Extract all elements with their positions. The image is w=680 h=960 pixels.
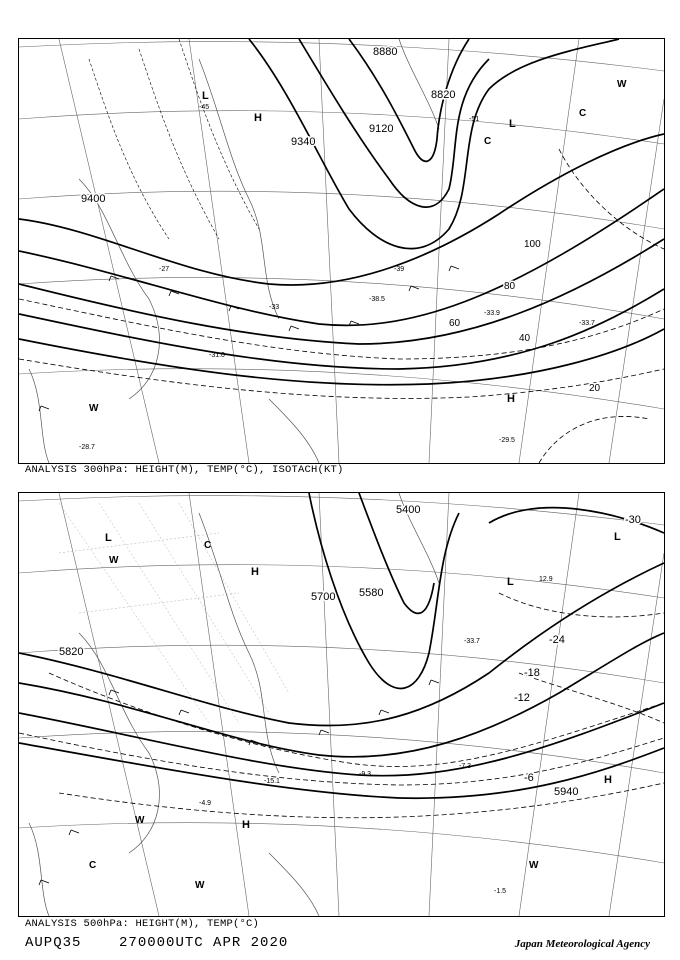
wind-barbs [39, 266, 459, 411]
height-label-5820: 5820 [59, 646, 84, 658]
agency-name: Japan Meteorological Agency [514, 938, 650, 950]
caption-300hpa: ANALYSIS 300hPa: HEIGHT(M), TEMP(°C), ISOTACH(KT) [25, 464, 344, 476]
height-labels [81, 46, 455, 205]
height-contours [19, 39, 664, 385]
valid-time: 270000UTC APR 2020 [119, 935, 289, 951]
temp-label: -45 [199, 104, 210, 111]
isotach-label-60: 60 [449, 318, 461, 329]
warm-center-marker: W [89, 403, 99, 414]
temp-label: 12.9 [539, 576, 553, 583]
isotach-label-100: 100 [524, 239, 541, 250]
isotach-labels [449, 239, 601, 394]
temp-label: -38.5 [369, 296, 385, 303]
product-header [25, 935, 288, 951]
product-code: AUPQ35 [25, 935, 82, 951]
temp-contour-label-24: -24 [549, 634, 565, 646]
height-label-5400: 5400 [396, 504, 421, 516]
height-label-5700: 5700 [311, 591, 336, 603]
cold-center-marker: C [579, 108, 587, 119]
map-500-canvas [19, 493, 664, 916]
height-label-9340: 9340 [291, 136, 316, 148]
temp-label: -33 [269, 304, 280, 311]
temp-contour-label-30: -30 [625, 514, 641, 526]
temp-label: -33.7 [464, 638, 480, 645]
temp-label: -28.7 [79, 444, 95, 451]
cold-center-marker: C [204, 540, 212, 551]
temp-label: -4.9 [199, 800, 212, 807]
temp-label: -39 [394, 266, 405, 273]
height-labels [59, 504, 578, 798]
low-center-marker: L [202, 90, 209, 102]
high-center-marker: H [254, 112, 262, 124]
cold-center-marker: C [89, 860, 97, 871]
temp-contour-label-18: -18 [524, 667, 540, 679]
isotach-label-80: 80 [504, 281, 516, 292]
temp-label: -7.3 [459, 763, 472, 770]
height-label-8820: 8820 [431, 89, 456, 101]
height-label-5580: 5580 [359, 587, 384, 599]
high-center-marker: H [242, 819, 250, 831]
height-label-8880: 8880 [373, 46, 398, 58]
analysis-500hpa-map [18, 492, 665, 917]
temp-label: -51 [469, 116, 480, 123]
temp-contour-label-12: -12 [514, 692, 530, 704]
temp-label: -27 [159, 266, 170, 273]
temp-label: -33.9 [484, 310, 500, 317]
height-label-5940: 5940 [554, 786, 579, 798]
map-300-canvas [19, 39, 664, 463]
low-center-marker: L [614, 531, 621, 543]
analysis-300hpa-map [18, 38, 665, 464]
temp-label: -1.5 [494, 888, 507, 895]
cold-center-marker: C [484, 136, 492, 147]
warm-center-marker: W [109, 555, 119, 566]
temperature-contour-labels [514, 514, 641, 784]
pressure-centers [89, 79, 627, 414]
isotach-label-20: 20 [589, 383, 601, 394]
station-temperature-labels [199, 576, 553, 895]
temp-label: -29.5 [499, 437, 515, 444]
isotach-label-40: 40 [519, 333, 531, 344]
coastlines [29, 39, 439, 463]
temp-label: -33.7 [579, 320, 595, 327]
warm-center-marker: W [135, 815, 145, 826]
high-center-marker: H [604, 774, 612, 786]
height-label-9400: 9400 [81, 193, 106, 205]
coastlines [29, 493, 439, 916]
temp-label: -31.0 [209, 352, 225, 359]
temperature-dashed [89, 39, 259, 239]
low-center-marker: L [509, 118, 516, 130]
warm-center-marker: W [529, 860, 539, 871]
high-center-marker: H [251, 566, 259, 578]
high-center-marker: H [507, 393, 515, 405]
height-label-9120: 9120 [369, 123, 394, 135]
caption-500hpa: ANALYSIS 500hPa: HEIGHT(M), TEMP(°C) [25, 918, 260, 930]
temp-label: -15.1 [264, 778, 280, 785]
low-center-marker: L [507, 576, 514, 588]
low-center-marker: L [105, 532, 112, 544]
warm-center-marker: W [195, 880, 205, 891]
grid-hatching [59, 503, 289, 723]
temp-label: -9.3 [359, 771, 372, 778]
temp-contour-label-6: -6 [524, 772, 534, 784]
warm-center-marker: W [617, 79, 627, 90]
temperature-contours [19, 593, 664, 818]
wind-barbs [39, 680, 439, 885]
pressure-centers [89, 531, 621, 891]
